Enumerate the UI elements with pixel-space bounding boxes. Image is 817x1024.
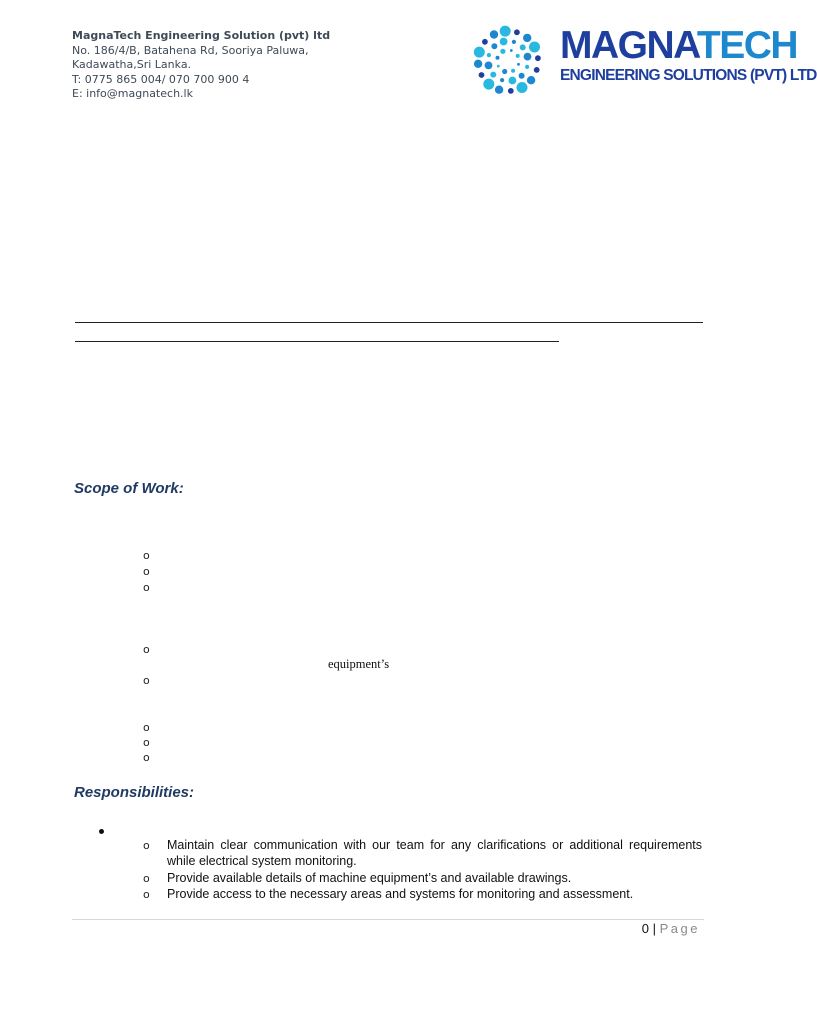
logo-dot [520,44,526,50]
logo-dot [525,65,529,69]
scope-bullet: o [143,581,150,594]
logo-tagline: ENGINEERING SOLUTIONS (PVT) LTD [560,67,817,84]
logo-dot [514,29,520,35]
logo-dot [509,77,517,85]
scope-bullet: o [143,751,150,764]
logo-dot [529,42,540,53]
logo-dot [510,49,513,52]
responsibility-item: Maintain clear communication with our team for any clarifications or additional requirements while electrical system monitoring. [167,838,702,868]
email-line: E: info@magnatech.lk [72,87,193,101]
main-bullet-dot [99,829,104,834]
blank-line-2 [75,341,559,342]
dotted-circle-logo-icon [464,24,554,100]
scope-bullet: o [143,549,150,562]
logo-dot [490,30,498,38]
scope-bullet: o [143,736,150,749]
company-name: MagnaTech Engineering Solution (pvt) ltd [72,29,331,42]
logo-dot [487,53,491,57]
page-footer [642,921,700,936]
responsibilities-heading: Responsibilities: [74,784,195,801]
scope-bullet: o [143,643,150,656]
logo-dot [517,82,528,93]
scope-stray-text: equipment’s [328,657,390,671]
logo-dot [500,78,504,82]
logo-dot [495,86,503,94]
scope-bullet: o [143,674,150,687]
logo-dot [534,67,540,73]
magnatech-logo [464,24,817,100]
logo-dot [517,63,520,66]
responsibility-item: Provide access to the necessary areas and systems for monitoring and assessment. [167,887,634,901]
logo-dot [508,88,514,94]
logo-brand-magna: MAGNA [560,24,697,67]
scope-bullet: o [143,721,150,734]
logo-dot [500,49,505,54]
company-address-block [72,29,330,102]
logo-dot [483,79,494,90]
logo-dot [496,56,500,60]
logo-dot [474,60,482,68]
logo-dot [497,65,500,68]
responsibility-item: Provide available details of machine equipment’s and available drawings. [167,871,572,885]
logo-brand-tech: TECH [696,24,798,67]
logo-dot [500,38,508,46]
logo-dot [524,53,532,61]
logo-dot [527,76,535,84]
logo-dot [516,54,520,58]
logo-dot [482,39,488,45]
responsibility-bullet: o [143,872,150,885]
logo-dot [535,55,541,61]
logo-dot [519,73,525,79]
logo-dot [502,69,507,74]
address-line-1: No. 186/4/B, Batahena Rd, Sooriya Paluwa, [72,43,309,57]
logo-dot [512,40,516,44]
logo-dot [479,72,485,78]
responsibility-bullet: o [143,888,150,901]
logo-dot [523,34,531,42]
logo-dot [474,47,485,58]
logo-dot [490,72,496,78]
blank-line-1 [75,322,703,323]
scope-bullet: o [143,565,150,578]
logo-wordmark [560,24,817,85]
logo-dot [485,62,493,70]
page-label: Page [659,921,700,936]
footer-separator: | [652,921,656,936]
page-number: 0 [641,921,649,936]
scope-of-work-heading: Scope of Work: [74,480,184,497]
logo-dot [511,69,515,73]
address-line-2: Kadawatha,Sri Lanka. [72,58,192,72]
logo-dot [491,43,497,49]
footer-divider [72,919,704,920]
responsibility-bullet: o [143,839,150,852]
logo-dot [500,26,511,37]
phone-line: T: 0775 865 004/ 070 700 900 4 [72,72,250,86]
